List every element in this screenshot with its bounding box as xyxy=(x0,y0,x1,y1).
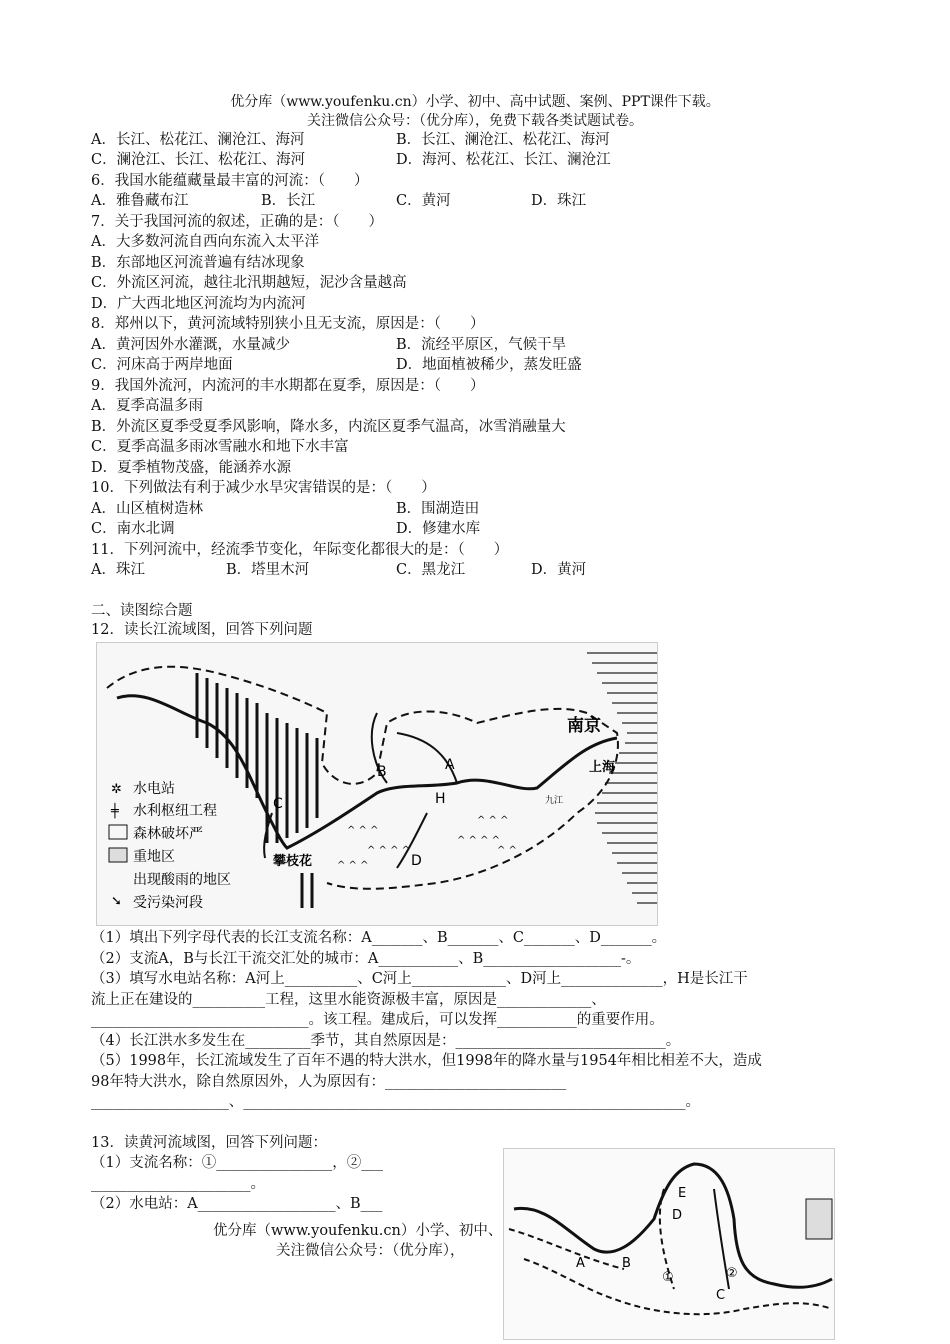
footer-line-2: 关注微信公众号：（优分库）， xyxy=(276,1243,465,1259)
map2-label-c: C xyxy=(716,1288,726,1303)
q12-part-4: （4）长江洪水多发生在_________季节，其自然原因是：_____________________________。 xyxy=(91,1033,681,1049)
city-jiujiang: 九江 xyxy=(545,796,564,806)
q10-stem: 10．下列做法有利于减少水旱灾害错误的是：（ ） xyxy=(91,480,436,496)
q6-option-b: B．长江 xyxy=(261,193,316,209)
q5-option-a: A．长江、松花江、澜沧江、海河 xyxy=(91,132,305,148)
svg-text:^ ^ ^: ^ ^ ^ xyxy=(347,825,379,836)
q8-stem: 8．郑州以下，黄河流域特别狭小且无支流，原因是：（ ） xyxy=(91,316,485,332)
svg-text:^ ^ ^ ^: ^ ^ ^ ^ xyxy=(457,835,501,846)
q10-row-2 xyxy=(91,519,481,539)
q5-option-c: C．澜沧江、长江、松花江、海河 xyxy=(91,152,306,168)
q11-option-c: C．黑龙江 xyxy=(396,562,466,578)
city-panzhihua: 攀枝花 xyxy=(273,854,313,869)
svg-text:^ ^: ^ ^ xyxy=(497,845,517,856)
legend-hydro-station: 水电站 xyxy=(133,781,175,797)
yellow-river-map xyxy=(503,1148,835,1340)
city-shanghai: 上海 xyxy=(589,760,616,775)
legend-pollution-icon: ➘ xyxy=(111,894,122,909)
legend-acid-rain-icon xyxy=(109,848,127,862)
map2-label-d: D xyxy=(672,1208,683,1223)
map2-label-a: A xyxy=(576,1256,585,1271)
map1-label-h: H xyxy=(435,791,446,807)
legend-acid-rain: 出现酸雨的地区 xyxy=(133,872,231,888)
q7-option-a: A．大多数河流自西向东流入太平洋 xyxy=(91,234,319,250)
map1-legend xyxy=(109,780,231,911)
q6-option-d: D．珠江 xyxy=(531,193,587,209)
q7-option-d: D．广大西北地区河流均为内流河 xyxy=(91,296,306,312)
svg-text:^ ^ ^: ^ ^ ^ xyxy=(337,860,369,871)
q9-stem: 9．我国外流河，内流河的丰水期都在夏季，原因是：（ ） xyxy=(91,378,485,394)
map2-label-e: E xyxy=(678,1186,687,1201)
q6-option-c: C．黄河 xyxy=(396,193,451,209)
city-nanjing: 南京 xyxy=(567,716,601,736)
q7-option-c: C．外流区河流，越往北汛期越短，泥沙含量越高 xyxy=(91,275,407,291)
header-line-2: 关注微信公众号：（优分库），免费下载各类试题试卷。 xyxy=(307,113,643,129)
yellow-river-map-drawing xyxy=(504,1149,834,1339)
q8-option-c: C．河床高于两岸地面 xyxy=(91,357,233,373)
footer-line-1: 优分库（www.youfenku.cn）小学、初中、 xyxy=(213,1223,503,1239)
q12-part-1: （1）填出下列字母代表的长江支流名称：A_______、B_______、C_______、D_______。 xyxy=(91,930,667,946)
q10-row-1 xyxy=(91,499,480,519)
legend-forest-1: 森林破坏严 xyxy=(133,826,203,842)
svg-text:^ ^ ^: ^ ^ ^ xyxy=(477,815,509,826)
q8-row-2 xyxy=(91,355,582,375)
q10-option-c: C．南水北调 xyxy=(91,521,175,537)
q6-stem: 6．我国水能蕴藏量最丰富的河流：（ ） xyxy=(91,173,369,189)
svg-text:^ ^ ^ ^: ^ ^ ^ ^ xyxy=(367,845,411,856)
q6-option-a: A．雅鲁藏布江 xyxy=(91,193,189,209)
q12-part-3a: （3）填写水电站名称：A河上__________、C河上_____________、D河上______________，H是长江干 xyxy=(91,971,748,987)
header-line-1: 优分库（www.youfenku.cn）小学、初中、高中试题、案例、PPT课件下载。 xyxy=(230,94,720,110)
q12-part-5b: 98年特大洪水，除自然原因外，人为原因有：_________________________ xyxy=(91,1074,567,1090)
map2-label-2: ② xyxy=(726,1266,738,1281)
q12-part-5a: （5）1998年，长江流域发生了百年不遇的特大洪水，但1998年的降水量与1954年相比相差不大，造成 xyxy=(91,1053,762,1069)
q11-options xyxy=(91,560,587,580)
q13-part-1b: ______________________。 xyxy=(91,1176,265,1192)
q11-stem: 11．下列河流中，经流季节变化，年际变化都很大的是：（ ） xyxy=(91,542,509,558)
map1-label-b: B xyxy=(377,764,387,780)
q13-part-2: （2）水电站：A___________________、B___ xyxy=(91,1196,383,1212)
q9-option-d: D．夏季植物茂盛，能涵养水源 xyxy=(91,460,292,476)
q12-part-3c: ______________________________。该工程。建成后，可以发挥___________的重要作用。 xyxy=(91,1012,664,1028)
q8-option-b: B．流经平原区，气候干旱 xyxy=(396,337,567,353)
q5-option-b: B．长江、澜沧江、松花江、海河 xyxy=(396,132,610,148)
q12-part-3b: 流上正在建设的__________工程，这里水能资源极丰富，原因是_____________、 xyxy=(91,992,606,1008)
map2-label-1: ① xyxy=(662,1270,674,1285)
yangtze-basin-map xyxy=(96,642,658,926)
q8-option-d: D．地面植被稀少，蒸发旺盛 xyxy=(396,357,582,373)
legend-polluted: 受污染河段 xyxy=(133,895,203,911)
q12-part-5c: ___________________、_____________________________________________________________。 xyxy=(91,1094,700,1110)
q7-stem: 7．关于我国河流的叙述，正确的是：（ ） xyxy=(91,214,383,230)
q11-option-a: A．珠江 xyxy=(91,562,145,578)
map1-label-c: C xyxy=(273,796,283,812)
q6-options xyxy=(91,191,587,211)
q12-stem: 12．读长江流域图，回答下列问题 xyxy=(91,622,313,638)
map1-label-a: A xyxy=(445,757,455,773)
section-2-title: 二、读图综合题 xyxy=(91,603,193,619)
legend-dam: 水利枢纽工程 xyxy=(133,803,217,819)
q12-part-2: （2）支流A，B与长江干流交汇处的城市：A___________、B___________________-。 xyxy=(91,951,641,967)
q11-option-d: D．黄河 xyxy=(531,562,587,578)
q11-option-b: B．塔里木河 xyxy=(226,562,310,578)
map1-label-d: D xyxy=(411,853,422,869)
q5-row-1 xyxy=(91,130,610,150)
q8-row-1 xyxy=(91,335,567,355)
legend-forest-icon xyxy=(109,825,127,839)
q13-stem: 13．读黄河流域图，回答下列问题： xyxy=(91,1135,327,1151)
q9-option-b: B．外流区夏季受夏季风影响，降水多，内流区夏季气温高，冰雪消融量大 xyxy=(91,419,566,435)
yangtze-map-drawing xyxy=(97,643,657,925)
q10-option-a: A．山区植树造林 xyxy=(91,501,203,517)
q5-option-d: D．海河、松花江、长江、澜沧江 xyxy=(396,152,611,168)
q9-option-a: A．夏季高温多雨 xyxy=(91,398,203,414)
q13-part-1a: （1）支流名称：①________________，②___ xyxy=(91,1155,383,1171)
map2-label-b: B xyxy=(622,1256,631,1271)
legend-dam-icon: ╪ xyxy=(111,804,119,819)
q5-row-2 xyxy=(91,150,611,170)
legend-hydro-icon: ✲ xyxy=(111,782,122,797)
q10-option-b: B．围湖造田 xyxy=(396,501,480,517)
q7-option-b: B．东部地区河流普遍有结冰现象 xyxy=(91,255,305,271)
legend-forest-2: 重地区 xyxy=(133,849,175,865)
q10-option-d: D．修建水库 xyxy=(396,521,481,537)
q9-option-c: C．夏季高温多雨冰雪融水和地下水丰富 xyxy=(91,439,349,455)
q8-option-a: A．黄河因外水灌溉，水量减少 xyxy=(91,337,290,353)
